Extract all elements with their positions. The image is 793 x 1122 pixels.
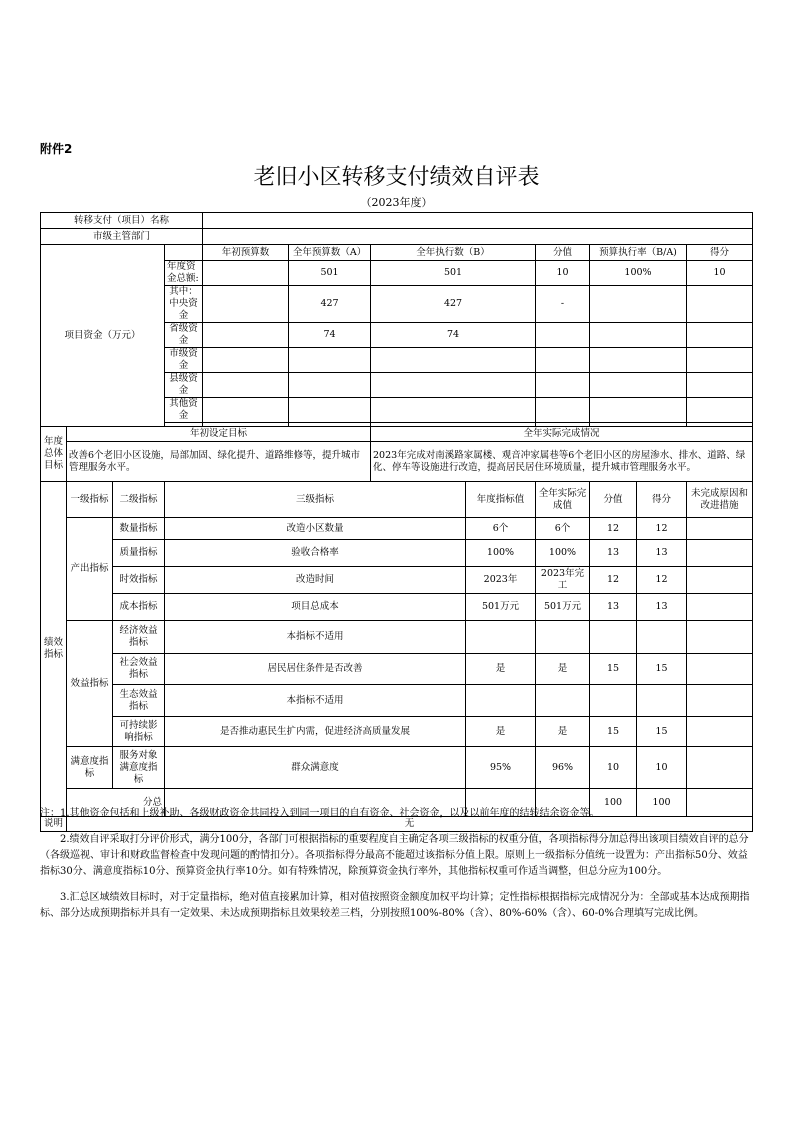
actual-cell: 是 (536, 654, 590, 685)
col-exec: 全年执行数（B） (371, 245, 536, 261)
value-cell (590, 685, 637, 717)
total-annual: 501 (289, 261, 371, 286)
notes (40, 806, 752, 932)
level2-cell: 可持续影响指标 (113, 717, 165, 747)
value-cell: 12 (590, 518, 637, 540)
target-cell (466, 621, 536, 654)
level2-cell: 时效指标 (113, 567, 165, 594)
total-score: 10 (687, 261, 753, 286)
value-cell: 13 (590, 594, 637, 621)
h-level3: 三级指标 (165, 482, 466, 518)
central-exec: 427 (371, 286, 536, 323)
province-annual: 74 (289, 323, 371, 348)
h-actual: 全年实际完成值 (536, 482, 590, 518)
h-reason: 未完成原因和改进措施 (687, 482, 753, 518)
h-score: 得分 (637, 482, 687, 518)
target-cell: 是 (466, 717, 536, 747)
score-cell: 15 (637, 717, 687, 747)
initial-goal-header: 年初设定目标 (67, 427, 371, 442)
col-score: 得分 (687, 245, 753, 261)
actual-goal-header: 全年实际完成情况 (371, 427, 753, 442)
col-rate: 预算执行率（B/A) (590, 245, 687, 261)
remark-label: 说明 (41, 817, 67, 832)
level3-cell: 改造小区数量 (165, 518, 466, 540)
city-funds-label: 市级资金 (165, 348, 203, 373)
h-level2: 二级指标 (113, 482, 165, 518)
value-cell: 10 (590, 747, 637, 789)
h-level1: 一级指标 (67, 482, 113, 518)
value-cell: 15 (590, 654, 637, 685)
level2-cell: 社会效益指标 (113, 654, 165, 685)
central-value: - (536, 286, 590, 323)
project-name-label: 转移支付（项目）名称 (41, 213, 203, 229)
initial-goal-text: 改善6个老旧小区设施，局部加固、绿化提升、道路维修等，提升城市管理服务水平。 (67, 442, 371, 482)
actual-cell (536, 621, 590, 654)
total-rate: 100% (590, 261, 687, 286)
level2-cell: 质量指标 (113, 540, 165, 567)
page-title: 老旧小区转移支付绩效自评表 (253, 165, 540, 190)
project-name-value (203, 213, 753, 229)
score-cell: 13 (637, 540, 687, 567)
actual-goal-text: 2023年完成对南溪路家属楼、观音冲家属巷等6个老旧小区的房屋渗水、排水、道路、绿化、停车等设施进行改造，提高居民居住环境质量，提升城市管理服务水平。 (371, 442, 753, 482)
target-cell: 是 (466, 654, 536, 685)
level3-cell: 改造时间 (165, 567, 466, 594)
actual-cell (536, 685, 590, 717)
central-annual: 427 (289, 286, 371, 323)
total-score-label: 分总 (67, 789, 165, 817)
level2-cell: 成本指标 (113, 594, 165, 621)
actual-cell: 是 (536, 717, 590, 747)
evaluation-table (40, 212, 753, 832)
score-cell: 12 (637, 567, 687, 594)
year-subtitle: （2023年度） (360, 196, 433, 209)
level3-cell: 群众满意度 (165, 747, 466, 789)
score-cell: 12 (637, 518, 687, 540)
value-cell (590, 621, 637, 654)
level2-cell: 生态效益指标 (113, 685, 165, 717)
other-funds-label: 其他资金 (165, 398, 203, 423)
actual-cell: 2023年完工 (536, 567, 590, 594)
target-cell: 100% (466, 540, 536, 567)
central-funds-label: 其中：中央资金 (165, 286, 203, 323)
score-cell (637, 685, 687, 717)
benefit-indicator-label: 效益指标 (67, 621, 113, 747)
target-cell: 95% (466, 747, 536, 789)
level2-cell: 服务对象满意度指标 (113, 747, 165, 789)
note-3: 3.汇总区域绩效目标时，对于定量指标，绝对值直接累加计算，相对值按照资金额度加权平均计算；定性指标根据指标完成情况分为：全部或基本达成预期指标、部分达成预期指标并具有一定效果、未达成预期指标且效果较差三档，分别按照100%-80%（含）、80%-60%（含）、60-0%合理填写完成比例。 (40, 892, 750, 919)
level2-cell: 数量指标 (113, 518, 165, 540)
satisfaction-indicator-label: 满意度指标 (67, 747, 113, 789)
remark-value: 无 (67, 817, 753, 832)
level3-cell: 本指标不适用 (165, 621, 466, 654)
total-score-score: 100 (637, 789, 687, 817)
performance-label: 绩效指标 (41, 482, 67, 817)
level2-cell: 经济效益指标 (113, 621, 165, 654)
h-value: 分值 (590, 482, 637, 518)
annual-goal-label: 年度总体目标 (41, 427, 67, 482)
value-cell: 15 (590, 717, 637, 747)
funds-label: 项目资金（万元） (41, 245, 165, 427)
level3-cell: 居民居住条件是否改善 (165, 654, 466, 685)
level3-cell: 本指标不适用 (165, 685, 466, 717)
value-cell: 12 (590, 567, 637, 594)
value-cell: 13 (590, 540, 637, 567)
dept-label: 市级主管部门 (41, 229, 203, 245)
county-funds-label: 县级资金 (165, 373, 203, 398)
target-cell: 501万元 (466, 594, 536, 621)
level3-cell: 验收合格率 (165, 540, 466, 567)
score-cell: 13 (637, 594, 687, 621)
province-funds-label: 省级资金 (165, 323, 203, 348)
total-exec: 501 (371, 261, 536, 286)
target-cell: 6个 (466, 518, 536, 540)
level3-cell: 项目总成本 (165, 594, 466, 621)
province-exec: 74 (371, 323, 536, 348)
total-value: 10 (536, 261, 590, 286)
actual-cell: 96% (536, 747, 590, 789)
actual-cell: 6个 (536, 518, 590, 540)
note-1: 注：1.其他资金包括和上级补助、各级财政资金共同投入到同一项目的自有资金、社会资金，以及以前年度的结转结余资金等。 (40, 808, 600, 819)
score-cell (637, 621, 687, 654)
total-score-value: 100 (590, 789, 637, 817)
actual-cell: 100% (536, 540, 590, 567)
col-score-value: 分值 (536, 245, 590, 261)
h-target: 年度指标值 (466, 482, 536, 518)
note-2: 2.绩效自评采取打分评价形式，满分100分，各部门可根据指标的重要程度自主确定各项三级指标的权重分值，各项指标得分加总得出该项目绩效自评的总分（各级巡视、审计和财政监督检查中发现问题的酌情扣分）。各项指标得分最高不能超过该指标分值上限。原则上一级指标分值统一设置为：产出指标50分、效益指标30分、满意度指标10分、预算资金执行率10分。如有特殊情况，除预算资金执行率外，其他指标权重可作适当调整，但总分应为100分。 (40, 834, 749, 877)
attachment-label: 附件2 (40, 142, 73, 156)
actual-cell: 501万元 (536, 594, 590, 621)
col-initial: 年初预算数 (203, 245, 289, 261)
score-cell: 15 (637, 654, 687, 685)
target-cell: 2023年 (466, 567, 536, 594)
col-annual: 全年预算数（A） (289, 245, 371, 261)
output-indicator-label: 产出指标 (67, 518, 113, 621)
score-cell: 10 (637, 747, 687, 789)
dept-value (203, 229, 753, 245)
target-cell (466, 685, 536, 717)
total-funds-label: 年度资金总额: (165, 261, 203, 286)
level3-cell: 是否推动惠民生扩内需，促进经济高质量发展 (165, 717, 466, 747)
